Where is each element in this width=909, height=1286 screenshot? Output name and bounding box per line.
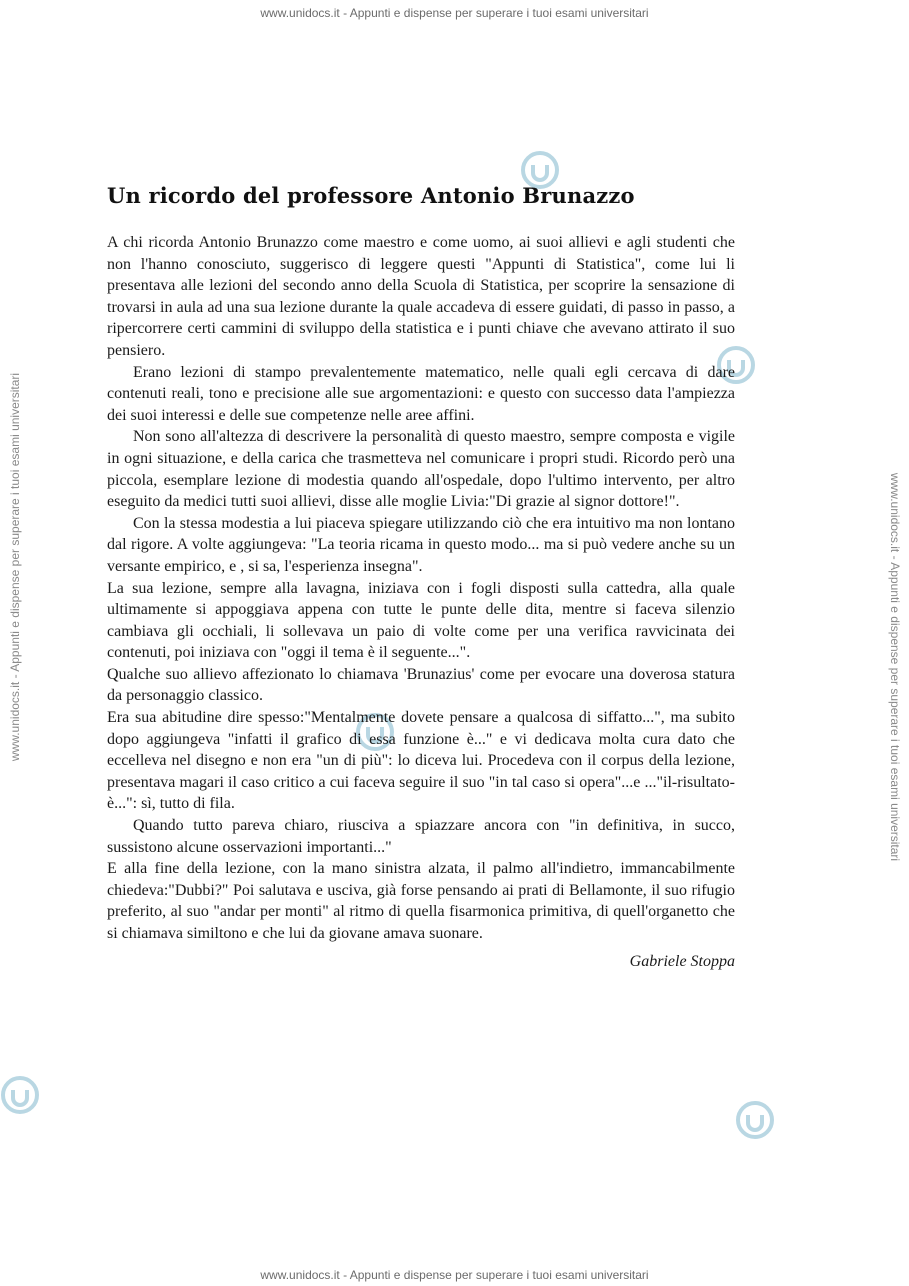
watermark-top: www.unidocs.it - Appunti e dispense per superare i tuoi esami universitari xyxy=(260,6,649,20)
watermark-left: www.unidocs.it - Appunti e dispense per superare i tuoi esami universitari xyxy=(8,372,22,762)
unidocs-logo-icon xyxy=(735,1100,775,1140)
paragraph-5: La sua lezione, sempre alla lavagna, iniziava con i fogli disposti sulla cattedra, alla quale ultimamente si appoggiava appena con tutte le punte delle dita, mentre si faceva silenzio cambiava gli occhiali, li sollevava un paio di volte come per una verifica ravvicinata dei contenuti, poi iniziava con "oggi il tema è il seguente...". xyxy=(107,579,735,662)
paragraph-8: Quando tutto pareva chiaro, riusciva a spiazzare ancora con "in definitiva, in succo, sussistono alcune osservazioni importanti..." xyxy=(107,817,735,856)
unidocs-logo-icon xyxy=(0,1075,40,1115)
document-title: Un ricordo del professore Antonio Brunazzo xyxy=(107,183,635,208)
document-body xyxy=(107,183,735,971)
signature: Gabriele Stoppa xyxy=(629,952,735,970)
paragraph-7: Era sua abitudine dire spesso:"Mentalmente dovete pensare a qualcosa di siffatto...", ma subito dopo aggiungeva "infatti il grafico di essa funzione è..." e vi dedicava molta cura dato che eccelleva nel disegno e non era "un di più": lo diceva lui. Procedeva con il corpus della lezione, presentava magari il caso critico a cui faceva seguire il suo "in tal caso si opera"...e ..."il-risultato-è...": sì, tutto di fila. xyxy=(107,709,735,813)
paragraph-9: E alla fine della lezione, con la mano sinistra alzata, il palmo all'indietro, immancabilmente chiedeva:"Dubbi?" Poi salutava e usciva, già forse pensando ai prati di Bellamonte, il suo rifugio preferito, al suo "andar per monti" al ritmo di quella fisarmonica primitiva, di quell'organetto che si chiamava similtono e che lui da giovane amava suonare. xyxy=(107,860,735,942)
watermark-bottom: www.unidocs.it - Appunti e dispense per superare i tuoi esami universitari xyxy=(260,1268,649,1282)
paragraph-3: Non sono all'altezza di descrivere la personalità di questo maestro, sempre composta e vigile in ogni situazione, e della carica che trasmetteva nel comunicare i propri studi. Ricordo però una piccola, esemplare lezione di modestia quando all'ospedale, dopo l'ultimo intervento, per altro eseguito da medici tutti suoi allievi, disse alle moglie Livia:"Di grazie al signor dottore!". xyxy=(107,428,735,511)
paragraph-1: A chi ricorda Antonio Brunazzo come maestro e come uomo, ai suoi allievi e agli studenti che non l'hanno conosciuto, suggerisco di leggere questi "Appunti di Statistica", come lui li presentava alle lezioni del secondo anno della Scuola di Statistica, per scoprire la sensazione di trovarsi in aula ad una sua lezione durante la quale accadeva di essere guidati, di passo in passo, a ripercorrere certi cammini di sviluppo della statistica e i punti chiave che avevano attirato il suo pensiero. xyxy=(107,234,735,359)
watermark-right: www.unidocs.it - Appunti e dispense per superare i tuoi esami universitari xyxy=(888,472,902,862)
paragraph-2: Erano lezioni di stampo prevalentemente matematico, nelle quali egli cercava di dare contenuti reali, tono e precisione alle sue argomentazioni: e questo con successo data l'ampiezza dei suoi interessi e delle sue competenze nelle aree affini. xyxy=(107,363,735,424)
paragraph-4: Con la stessa modestia a lui piaceva spiegare utilizzando ciò che era intuitivo ma non lontano dal rigore. A volte aggiungeva: "La teoria ricama in questo modo... ma si può vedere anche su un versante empirico, e , si sa, l'esperienza insegna". xyxy=(107,514,735,575)
paragraph-6: Qualche suo allievo affezionato lo chiamava 'Brunazius' come per evocare una doverosa statura da personaggio classico. xyxy=(107,665,735,705)
